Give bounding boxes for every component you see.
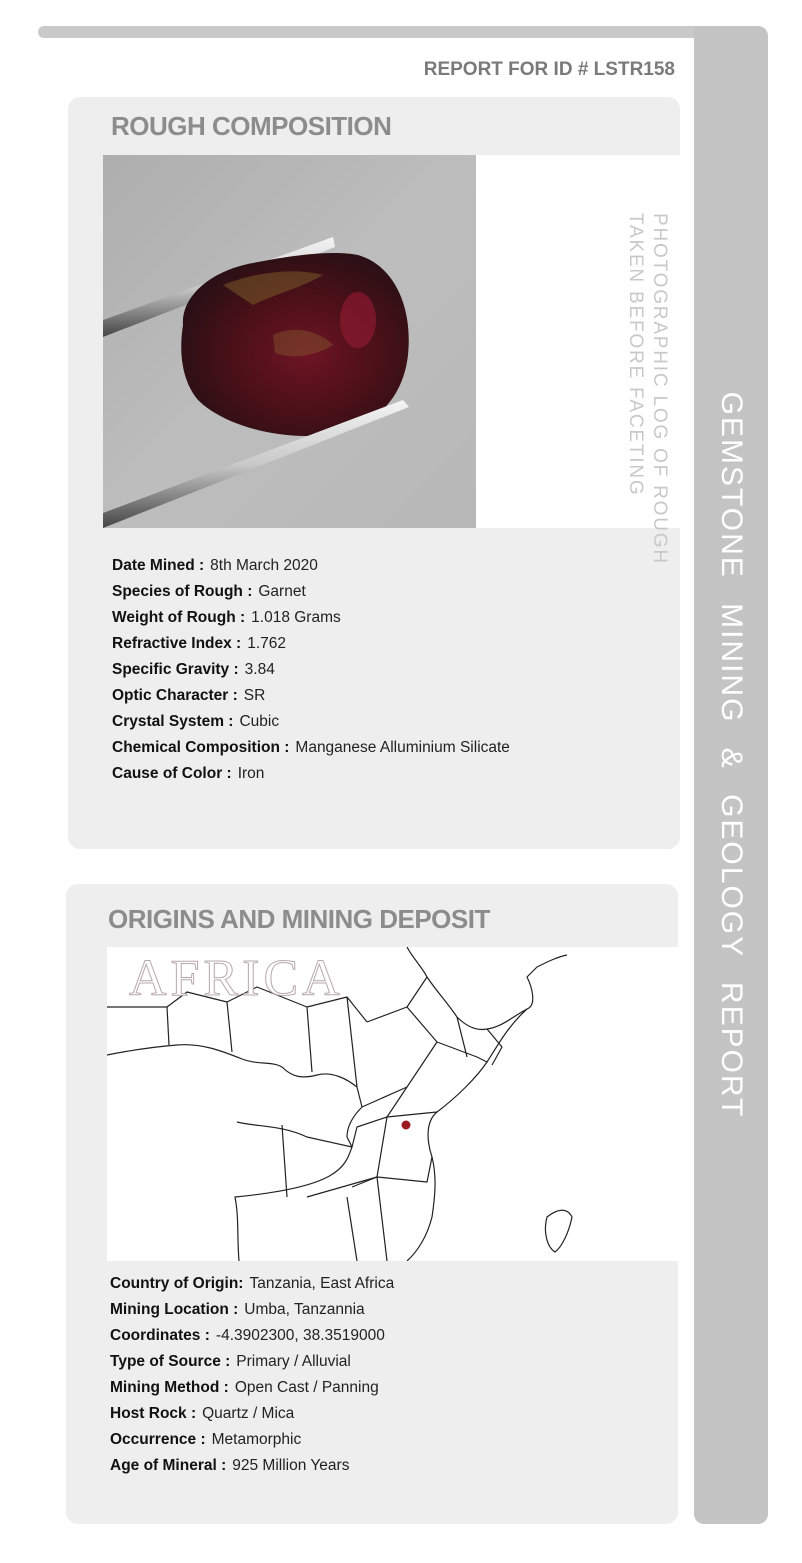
field-mining-method xyxy=(110,1377,394,1403)
field-label: Country of Origin: xyxy=(110,1275,244,1292)
field-label: Weight of Rough : xyxy=(112,609,246,626)
field-specific-gravity xyxy=(112,659,510,685)
field-host-rock xyxy=(110,1403,394,1429)
field-label: Refractive Index : xyxy=(112,635,242,652)
rough-photo-area xyxy=(103,155,680,565)
map-label: AFRICA xyxy=(129,950,344,1007)
field-label: Coordinates : xyxy=(110,1327,210,1344)
field-value: 1.762 xyxy=(247,635,287,652)
field-optic-character xyxy=(112,685,510,711)
field-label: Mining Method : xyxy=(110,1379,229,1396)
photo-caption-line-2: TAKEN BEFORE FACETING xyxy=(625,213,646,497)
field-label: Host Rock : xyxy=(110,1405,197,1422)
field-coordinates xyxy=(110,1325,394,1351)
africa-map xyxy=(107,947,678,1261)
field-value: Garnet xyxy=(258,583,306,600)
rough-photo xyxy=(103,155,476,528)
field-label: Date Mined : xyxy=(112,557,205,574)
rough-composition-panel xyxy=(68,97,680,849)
field-value: Umba, Tanzannia xyxy=(244,1301,365,1318)
field-value: Primary / Alluvial xyxy=(236,1353,351,1370)
rough-field-list xyxy=(112,555,510,789)
field-crystal-system xyxy=(112,711,510,737)
header-rule xyxy=(38,26,738,38)
field-value: Open Cast / Panning xyxy=(234,1379,379,1396)
field-country-of-origin xyxy=(110,1273,394,1299)
field-label: Type of Source : xyxy=(110,1353,231,1370)
photo-caption-line-1: PHOTOGRAPHIC LOG OF ROUGH xyxy=(649,213,670,565)
field-date-mined xyxy=(112,555,510,581)
field-value: Metamorphic xyxy=(211,1431,302,1448)
field-label: Chemical Composition : xyxy=(112,739,290,756)
field-value: 3.84 xyxy=(244,661,275,678)
field-cause-of-color xyxy=(112,763,510,789)
field-type-of-source xyxy=(110,1351,394,1377)
field-value: 8th March 2020 xyxy=(210,557,318,574)
field-value: 925 Million Years xyxy=(232,1457,350,1474)
field-label: Age of Mineral : xyxy=(110,1457,227,1474)
field-refractive-index xyxy=(112,633,510,659)
origins-field-list xyxy=(110,1273,394,1481)
origins-title: ORIGINS AND MINING DEPOSIT xyxy=(108,904,490,934)
field-label: Mining Location : xyxy=(110,1301,239,1318)
rough-composition-title: ROUGH COMPOSITION xyxy=(111,111,392,141)
field-value: -4.3902300, 38.3519000 xyxy=(215,1327,385,1344)
field-label: Species of Rough : xyxy=(112,583,253,600)
field-label: Optic Character : xyxy=(112,687,238,704)
field-value: SR xyxy=(243,687,266,704)
field-value: Quartz / Mica xyxy=(202,1405,295,1422)
field-chemical-composition xyxy=(112,737,510,763)
field-label: Crystal System : xyxy=(112,713,234,730)
field-label: Occurrence : xyxy=(110,1431,206,1448)
field-age-of-mineral xyxy=(110,1455,394,1481)
field-mining-location xyxy=(110,1299,394,1325)
field-occurrence xyxy=(110,1429,394,1455)
side-title: GEMSTONE MINING & GEOLOGY REPORT xyxy=(715,391,748,1119)
report-id: REPORT FOR ID # LSTR158 xyxy=(423,59,675,80)
deposit-marker xyxy=(402,1121,411,1130)
field-value: Cubic xyxy=(239,713,280,730)
field-value: Iron xyxy=(237,765,265,782)
field-label: Specific Gravity : xyxy=(112,661,239,678)
origins-panel xyxy=(66,884,678,1524)
field-value: Manganese Alluminium Silicate xyxy=(295,739,510,756)
field-species xyxy=(112,581,510,607)
field-label: Cause of Color : xyxy=(112,765,232,782)
field-value: Tanzania, East Africa xyxy=(249,1275,395,1292)
field-value: 1.018 Grams xyxy=(251,609,341,626)
field-weight xyxy=(112,607,510,633)
